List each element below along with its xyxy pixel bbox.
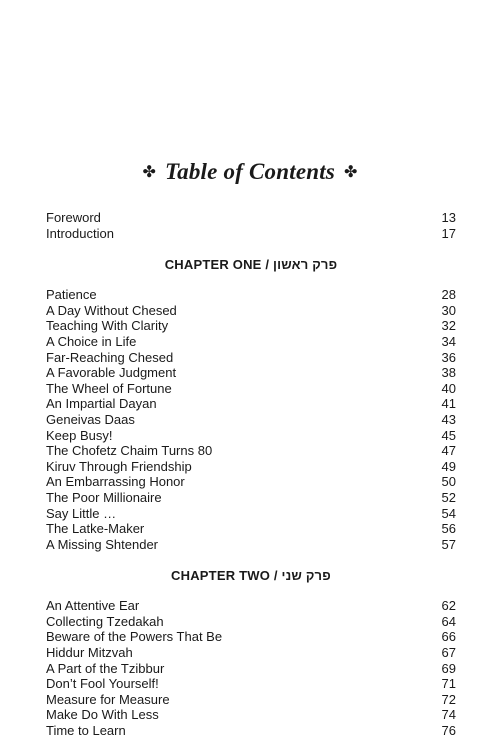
toc-entry-title: The Chofetz Chaim Turns 80 (46, 443, 213, 459)
toc-entry-page: 76 (441, 723, 456, 739)
toc-entry (46, 381, 456, 397)
toc-entry (46, 303, 456, 319)
toc-entry-page: 30 (441, 302, 456, 318)
toc-entry-title: Foreword (46, 210, 101, 225)
toc-entry-page: 56 (441, 521, 456, 537)
toc-entry (46, 318, 456, 334)
ornament-right-icon: ✤ (343, 164, 358, 181)
toc-entry-page: 40 (441, 380, 456, 396)
toc-entry-title: Hiddur Mitzvah (46, 645, 133, 661)
toc-entry-page: 17 (441, 225, 456, 241)
toc-entry (46, 614, 456, 630)
spacer (46, 584, 456, 598)
toc-entry-title: A Favorable Judgment (46, 365, 177, 381)
toc-entry-title: A Missing Shtender (46, 536, 159, 552)
toc-entry-title: Introduction (46, 225, 114, 241)
spacer (46, 241, 456, 257)
toc-entry (46, 676, 456, 692)
ornament-left-icon: ✤ (142, 164, 157, 181)
toc-entry-title: An Impartial Dayan (46, 396, 157, 412)
toc-entry-page: 41 (441, 396, 456, 412)
toc-entry-title: Time to Learn (46, 723, 126, 739)
toc-entry-page: 36 (441, 349, 456, 365)
toc-entry-title: Patience (46, 287, 97, 303)
toc-entry-page: 13 (441, 210, 456, 225)
toc-entry-page: 64 (441, 613, 456, 629)
toc-entry-title: Teaching With Clarity (46, 318, 169, 334)
toc-entry (46, 707, 456, 723)
toc-entry-page: 38 (441, 365, 456, 381)
toc-entry-page: 43 (441, 411, 456, 427)
toc-entry (46, 365, 456, 381)
toc-entry-page: 49 (441, 458, 456, 474)
toc-entry (46, 692, 456, 708)
toc-entry-page: 52 (441, 489, 456, 505)
chapter-heading: CHAPTER TWO / פרק שני (171, 568, 331, 584)
page-title-text: Table of Contents (165, 159, 335, 184)
page-title (0, 158, 500, 187)
toc-entry (46, 506, 456, 522)
toc-entry (46, 287, 456, 303)
toc-entry (46, 350, 456, 366)
toc-entry-page: 45 (441, 427, 456, 443)
toc-entry-title: Beware of the Powers That Be (46, 629, 223, 645)
toc-entry-page: 66 (441, 629, 456, 645)
toc-entry (46, 226, 456, 242)
toc-entry-page: 74 (441, 707, 456, 723)
toc-entry (46, 598, 456, 614)
toc-entry-title: Make Do With Less (46, 707, 159, 723)
toc-entry-title: The Wheel of Fortune (46, 380, 172, 396)
toc-entry-title: A Choice in Life (46, 333, 137, 349)
toc-entry (46, 428, 456, 444)
toc-entry-title: An Embarrassing Honor (46, 474, 185, 490)
spacer (46, 273, 456, 287)
chapter-heading: CHAPTER ONE / פרק ראשון (164, 257, 338, 273)
toc-entry-title: The Latke-Maker (46, 521, 145, 537)
toc-entry (46, 396, 456, 412)
toc-entry-page: 62 (441, 598, 456, 614)
toc-entry (46, 537, 456, 553)
toc-entry (46, 661, 456, 677)
toc-entry-title: Keep Busy! (46, 427, 113, 443)
toc-entry-page: 71 (441, 676, 456, 692)
toc-entry-page: 72 (441, 691, 456, 707)
toc-entry-title: Say Little … (46, 505, 117, 521)
toc-entry-page: 34 (441, 333, 456, 349)
toc-entry-page: 47 (441, 443, 456, 459)
toc-entry (46, 459, 456, 475)
toc-entry-title: Kiruv Through Friendship (46, 458, 192, 474)
toc-entry-title: The Poor Millionaire (46, 489, 162, 505)
toc-entry (46, 490, 456, 506)
toc-entry-page: 69 (441, 660, 456, 676)
toc-entry-title: A Part of the Tzibbur (46, 660, 165, 676)
toc-entry-page: 57 (441, 536, 456, 552)
toc-entry (46, 723, 456, 739)
spacer (46, 552, 456, 568)
toc-list (46, 210, 456, 739)
toc-entry-title: Geneivas Daas (46, 411, 135, 427)
toc-entry (46, 334, 456, 350)
toc-entry (46, 629, 456, 645)
toc-entry (46, 443, 456, 459)
toc-entry-page: 67 (441, 645, 456, 661)
toc-entry-page: 28 (441, 287, 456, 303)
toc-entry-page: 32 (441, 318, 456, 334)
toc-entry-title: Far-Reaching Chesed (46, 349, 174, 365)
toc-entry-title: An Attentive Ear (46, 598, 140, 614)
toc-entry-title: Don’t Fool Yourself! (46, 676, 159, 692)
toc-entry-page: 54 (441, 505, 456, 521)
toc-entry (46, 521, 456, 537)
toc-entry-title: A Day Without Chesed (46, 302, 177, 318)
toc-entry (46, 645, 456, 661)
toc-entry (46, 474, 456, 490)
toc-entry-title: Measure for Measure (46, 691, 170, 707)
toc-entry (46, 210, 456, 226)
toc-entry (46, 412, 456, 428)
toc-entry-page: 50 (441, 474, 456, 490)
toc-entry-title: Collecting Tzedakah (46, 613, 164, 629)
